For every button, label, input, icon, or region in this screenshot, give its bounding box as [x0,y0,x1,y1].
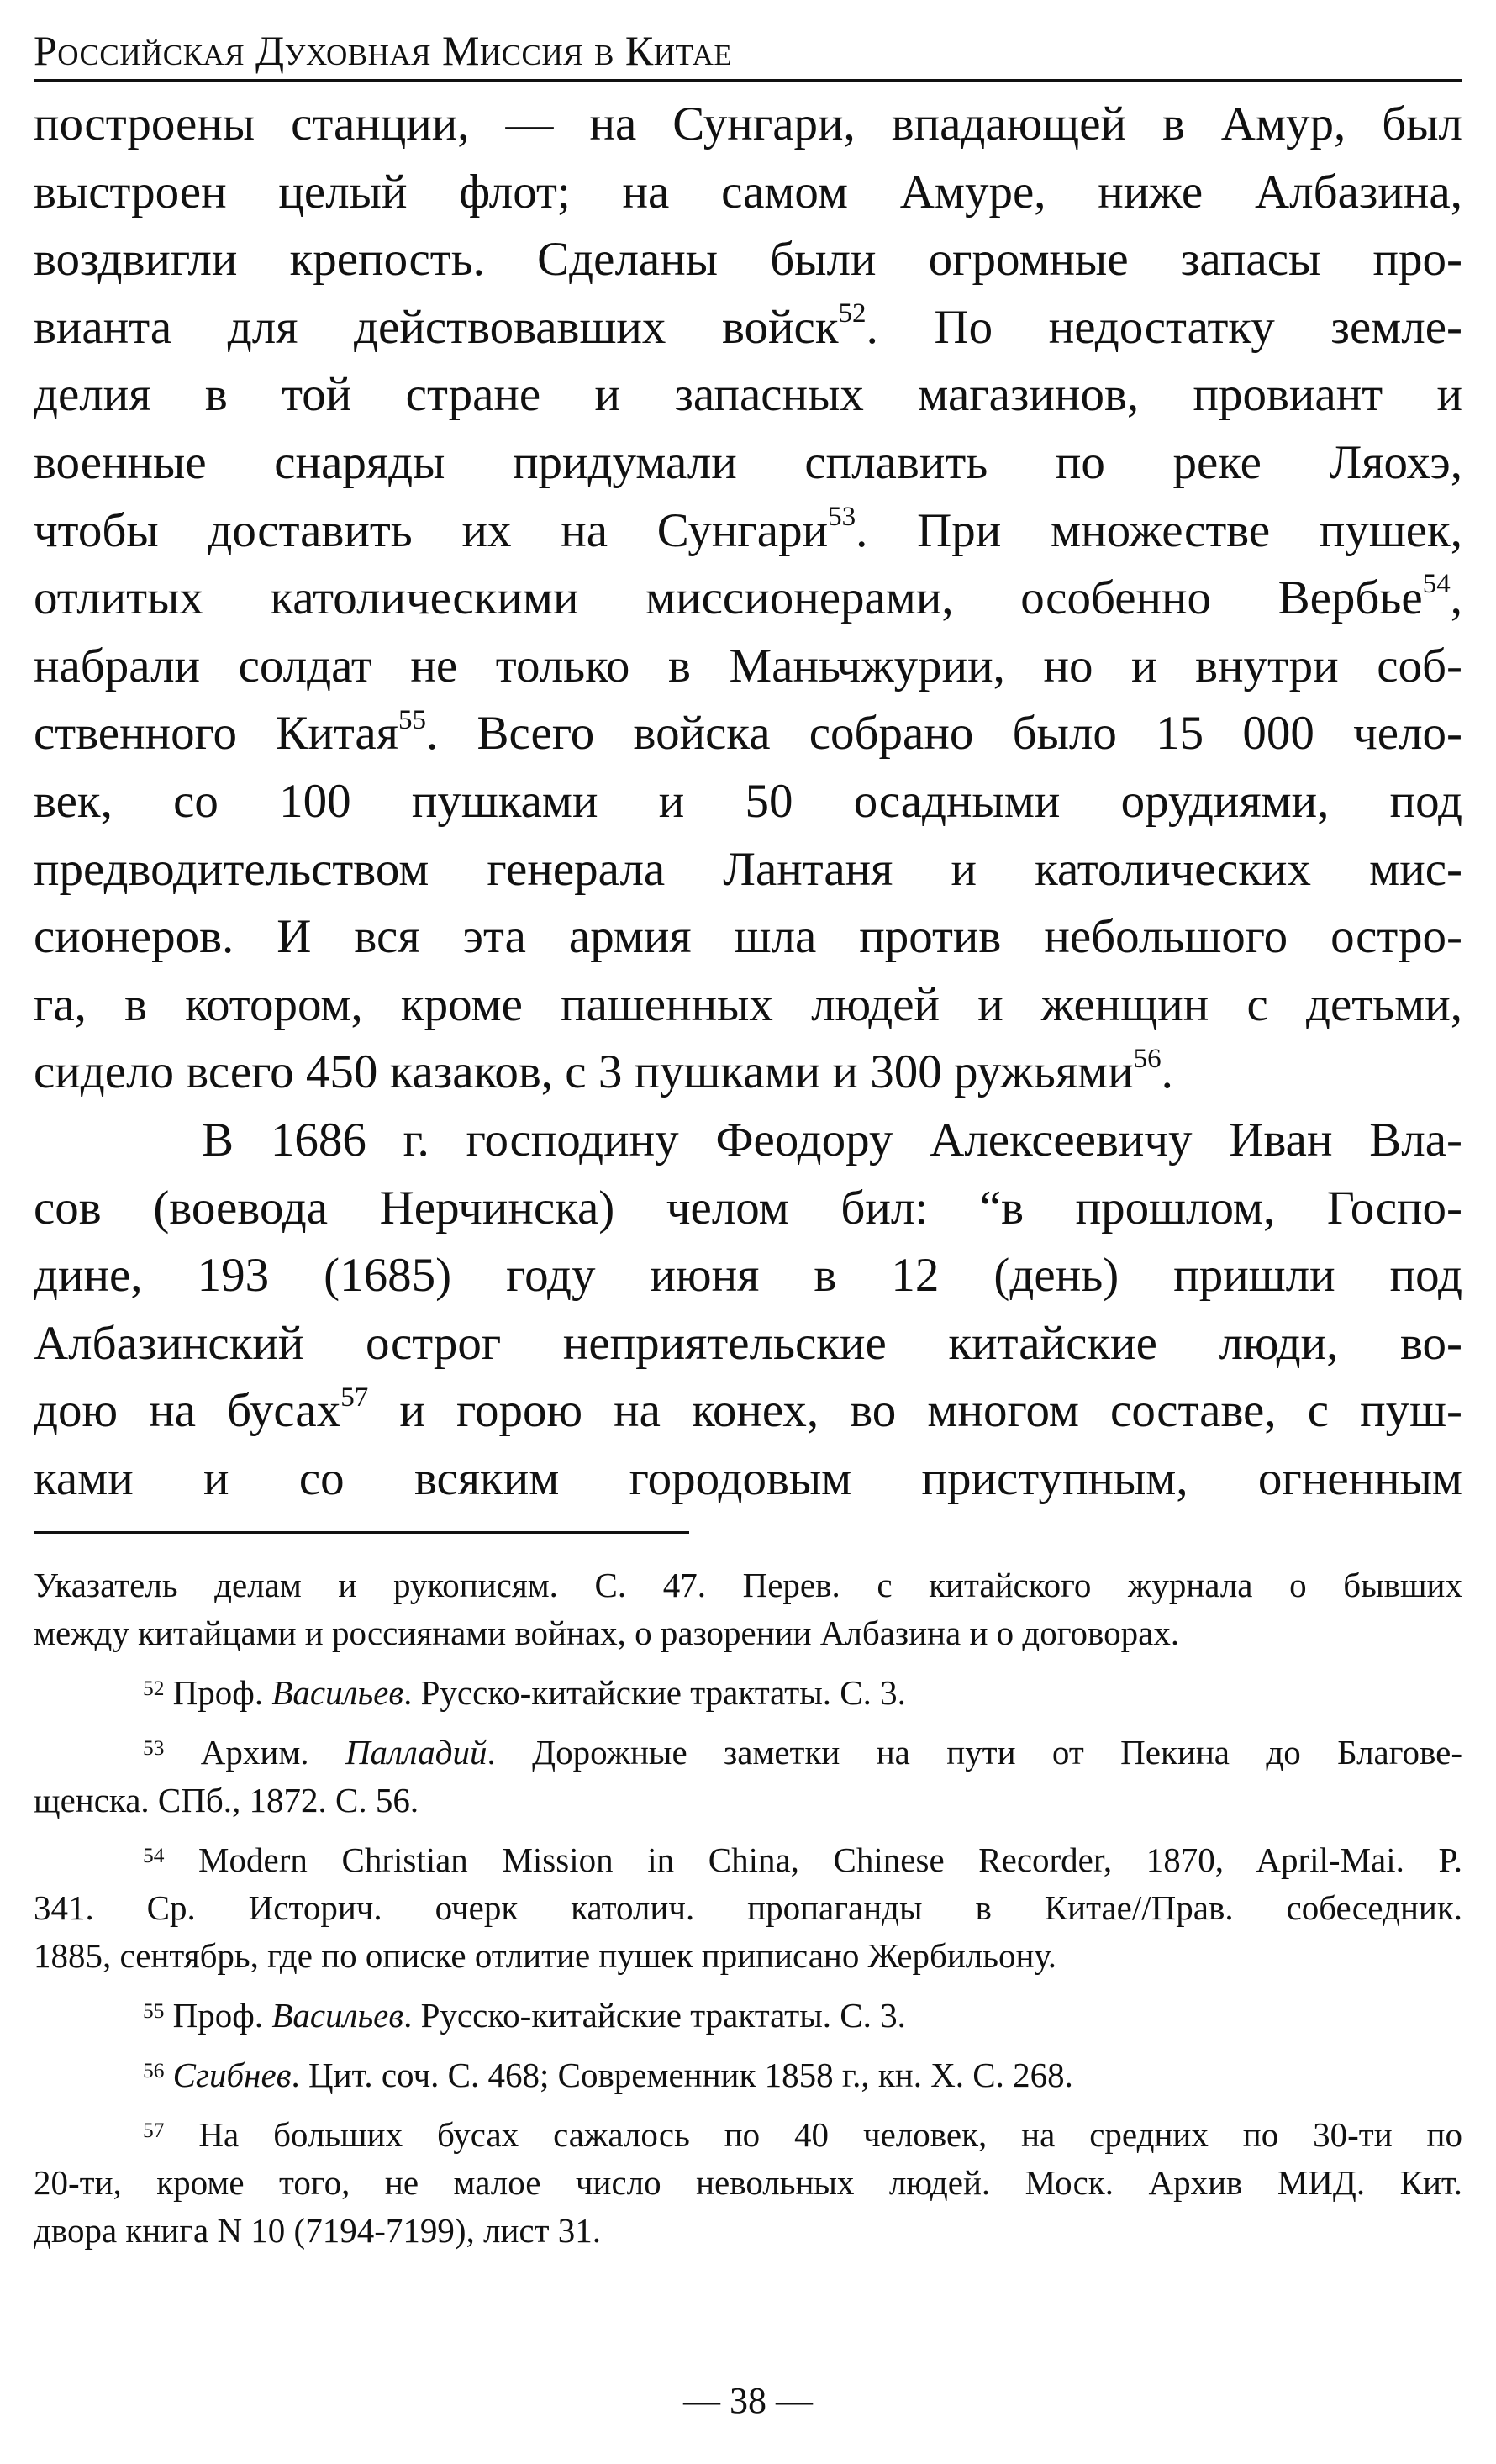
running-head: Российская Духовная Миссия в Китае [34,27,733,74]
text-line-tail: . При множестве пушек, [856,503,1462,557]
footnote-text: На больших бусах сажалось по 40 человек, на средних по 30-ти по [198,2115,1462,2154]
footnote-line [34,1932,1462,1980]
text-line-tail: . Всего войска собрано было 15 000 чело- [426,707,1462,761]
text-line-tail: , [1450,571,1462,625]
footnote-text: . Русско-китайские трактаты. С. 3. [403,1673,906,1712]
text-line [34,1039,1462,1107]
text-line-text: делия в той стране и запасных магазинов, провиант и [34,368,1462,422]
footnote-text: между китайцами и россиянами войнах, о разорении Албазина и о договорах. [34,1614,1180,1652]
footnote-gap [34,2099,1462,2111]
text-line [34,1242,1462,1310]
footnote-text: 1885, сентябрь, где по описке отлитие пушек приписано Жербильону. [34,1936,1057,1975]
footnote-text: двора книга N 10 (7194-7199), лист 31. [34,2211,602,2250]
text-line-text: сидело всего 450 казаков, с 3 пушками и 300 ружьями [34,1045,1134,1099]
footnote-gap [34,1657,1462,1669]
footnote-line [34,2207,1462,2255]
footnote-line [34,1561,1462,1609]
text-line [34,971,1462,1040]
footnote-line [34,1609,1462,1657]
footnote-line [34,1992,1462,2040]
footnote-reference: 57 [340,1382,369,1413]
footnote-gap [34,1824,1462,1836]
footnote-rule [34,1531,689,1534]
footnote-prefix: Архим. [200,1733,345,1772]
footnote-line [34,2111,1462,2159]
text-line-text: Албазинский острог неприятельские китайские люди, во- [34,1316,1462,1370]
text-line [34,1445,1462,1514]
text-line-text: В 1686 г. господину Феодору Алексеевичу Иван Вла- [202,1113,1462,1166]
text-line [34,633,1462,701]
text-line [34,226,1462,294]
footnote-gap [34,2040,1462,2051]
text-line-text: век, со 100 пушками и 50 осадными орудиями, под [34,774,1462,828]
footnote-author: Сгибнев [172,2056,292,2094]
footnote-number: 52 [143,1676,165,1700]
text-line-text: построены станции, — на Сунгари, впадающей в Амур, был [34,97,1462,150]
text-line [34,294,1462,362]
footnote-number: 54 [143,1843,165,1867]
text-line-tail: . По недостатку земле- [866,300,1462,354]
footnote-line [34,1884,1462,1932]
text-line [34,768,1462,836]
main-text [34,91,1462,1513]
text-line [34,429,1462,498]
text-line [34,903,1462,971]
footnote-line [34,2159,1462,2207]
text-line-text: ками и со всяким городовым приступным, огненным [34,1451,1462,1505]
footnote-text: Указатель делам и рукописям. С. 47. Перев. с китайского журнала о бывших [34,1566,1462,1604]
footnote-text: . Цит. соч. С. 468; Современник 1858 г., кн. X. С. 268. [291,2056,1073,2094]
text-line-text: дою на бусах [34,1384,341,1438]
footnote-line [34,1729,1462,1777]
text-line [34,1107,1462,1175]
footnote-text: 341. Ср. Историч. очерк католич. пропаганды в Китае//Прав. собеседник. [34,1888,1462,1927]
footnote-text: Modern Christian Mission in China, Chinese Recorder, 1870, April-Mai. P. [198,1840,1462,1879]
footnote-line [34,1777,1462,1824]
footnote-gap [34,1980,1462,1992]
text-line [34,700,1462,768]
text-line-text: дине, 193 (1685) году июня в 12 (день) пришли под [34,1249,1462,1303]
footnote-reference: 55 [398,704,427,735]
text-line-text: вианта для действовавших войск [34,300,839,354]
footnote-reference: 53 [828,501,856,532]
text-line-tail: и горою на конех, во многом составе, с пуш- [368,1384,1462,1438]
text-line-text: набрали солдат не только в Маньчжурии, но и внутри соб- [34,639,1462,692]
footnote-reference: 56 [1133,1043,1162,1074]
text-line-text: отлитых католическими миссионерами, особенно Вербье [34,571,1423,625]
footnote-reference: 52 [838,298,867,329]
text-line [34,91,1462,159]
footnote-number: 57 [143,2118,165,2142]
footnote-number: 55 [143,1998,165,2023]
text-line-text: га, в котором, кроме пашенных людей и женщин с детьми, [34,977,1462,1031]
footnote-prefix: Проф. [172,1673,272,1712]
text-line [34,836,1462,904]
footnote-text: щенска. СПб., 1872. С. 56. [34,1781,419,1819]
text-line-text: ственного Китая [34,707,398,761]
footnote-author: Васильев [271,1673,404,1712]
footnotes [34,1561,1462,2255]
text-line-text: военные снаряды придумали сплавить по реке Ляохэ, [34,435,1462,489]
footnote-text: . Русско-китайские трактаты. С. 3. [403,1996,906,2035]
footnote-line [34,1836,1462,1884]
text-line-text: сионеров. И вся эта армия шла против небольшого остро- [34,910,1462,964]
footnote-text: 20-ти, кроме того, не малое число невольных людей. Моск. Архив МИД. Кит. [34,2163,1462,2202]
book-page [34,0,1462,2464]
footnote-author: Васильев [271,1996,404,2035]
text-line [34,159,1462,227]
footnote-gap [34,1717,1462,1729]
footnote-text: . Дорожные заметки на пути от Пекина до Благове- [487,1733,1462,1772]
text-line-text: воздвигли крепость. Сделаны были огромные запасы про- [34,233,1462,287]
text-line [34,565,1462,633]
text-line [34,1310,1462,1378]
text-line [34,498,1462,566]
text-line-text: выстроен целый флот; на самом Амуре, ниже Албазина, [34,165,1462,218]
text-line [34,361,1462,429]
text-line [34,1175,1462,1243]
text-line-text: предводительством генерала Лантаня и католических мис- [34,842,1462,896]
footnote-line [34,1669,1462,1717]
text-line-text: сов (воевода Нерчинска) челом бил: “в прошлом, Госпо- [34,1181,1462,1235]
text-line-text: чтобы доставить их на Сунгари [34,503,829,557]
text-line [34,1377,1462,1445]
page-number: — 38 — [683,2380,813,2421]
footnote-line [34,2051,1462,2099]
footnote-number: 56 [143,2058,165,2082]
header-rule [34,79,1462,82]
text-line-tail: . [1161,1045,1173,1099]
footnote-number: 53 [143,1735,165,1760]
footnote-reference: 54 [1422,569,1451,600]
footnote-prefix: Проф. [172,1996,272,2035]
footnote-author: Палладий [345,1733,487,1772]
